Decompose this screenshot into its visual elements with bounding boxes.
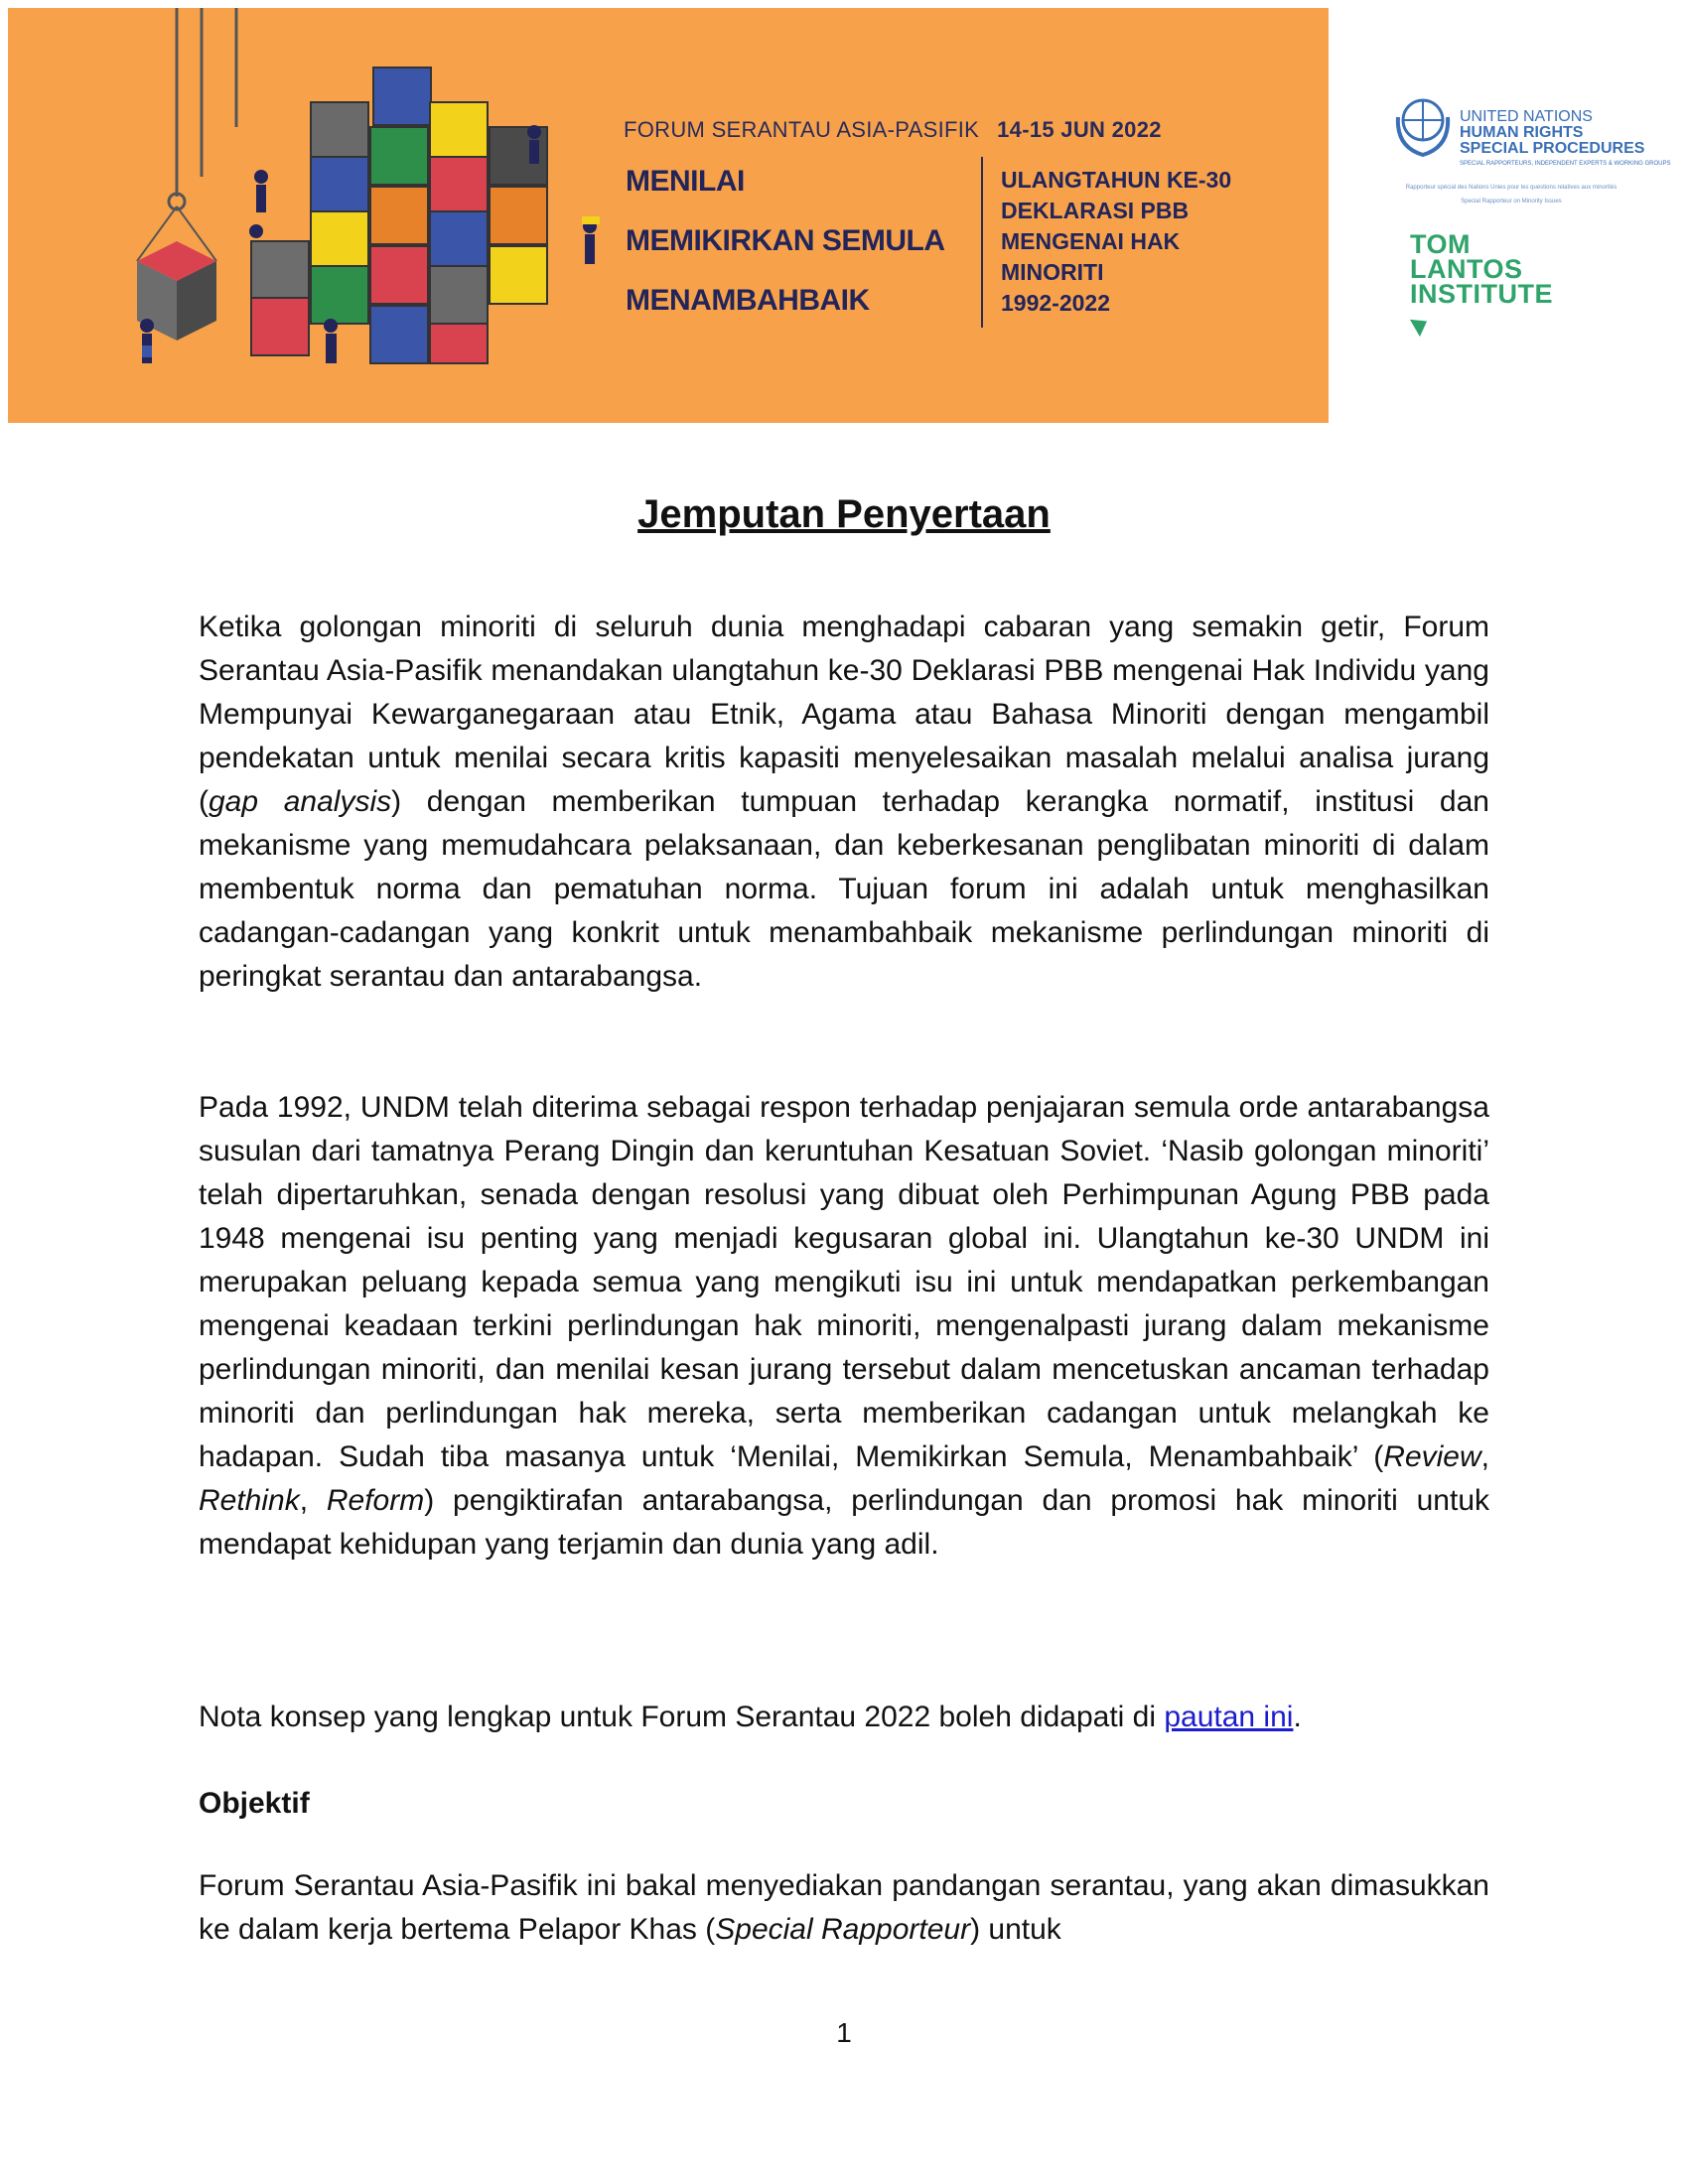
italic-term: Review bbox=[1383, 1440, 1481, 1473]
banner-divider bbox=[981, 157, 983, 328]
paragraph-concept-note bbox=[199, 1696, 1489, 1739]
verb-review: MENILAI bbox=[626, 165, 745, 198]
verb-reform: MENAMBAHBAIK bbox=[626, 284, 870, 317]
tom-logo-line: LANTOS bbox=[1410, 254, 1523, 284]
page-title: Jemputan Penyertaan bbox=[637, 492, 1051, 536]
text-run: Forum Serantau Asia-Pasifik ini bakal menyediakan pandangan serantau, yang akan dimasukkan ke dalam kerja bertema Pelapor Khas ( bbox=[199, 1869, 1489, 1946]
tom-lantos-institute-logo bbox=[1410, 229, 1553, 335]
tom-logo-line: INSTITUTE bbox=[1410, 279, 1553, 309]
anniversary-text bbox=[1001, 165, 1231, 319]
page-number: 1 bbox=[836, 2017, 852, 2048]
text-run: , bbox=[1480, 1440, 1489, 1473]
un-human-rights-logo bbox=[1388, 87, 1671, 226]
un-logo-subtitle: SPECIAL RAPPORTEURS, INDEPENDENT EXPERTS & WORKING GROUPS bbox=[1460, 161, 1671, 167]
text-run: . bbox=[1293, 1701, 1302, 1733]
italic-term: Special Rapporteur bbox=[715, 1913, 971, 1946]
text-run: , bbox=[299, 1484, 327, 1517]
anniversary-line: ULANGTAHUN KE-30 bbox=[1001, 167, 1232, 193]
un-caption-line: Rapporteur spécial des Nations Unies pour les questions relatives aux minorités bbox=[1405, 185, 1618, 191]
tom-logo-triangle-icon bbox=[1410, 313, 1432, 337]
verb-rethink: MEMIKIRKAN SEMULA bbox=[626, 224, 945, 257]
section-heading-objective: Objektif bbox=[199, 1787, 310, 1820]
anniversary-line: DEKLARASI PBB bbox=[1001, 198, 1190, 223]
forum-name: FORUM SERANTAU ASIA-PASIFIK bbox=[624, 117, 980, 142]
un-caption-line: Special Rapporteur on Minority Issues bbox=[1461, 199, 1562, 205]
forum-line bbox=[624, 117, 1162, 143]
un-emblem-icon bbox=[1388, 87, 1458, 162]
text-run: Pada 1992, UNDM telah diterima sebagai respon terhadap penjajaran semula orde antarabangsa susulan dari tamatnya Perang Dingin dan keruntuhan Kesatuan Soviet. ‘Nasib golongan minoriti’ telah dipertaruhkan, senada dengan resolusi yang dibuat oleh Perhimpunan Agung PBB pada 1948 mengenai isu penting yang menjadi kegusaran global ini. Ulangtahun ke-30 UNDM ini merupakan peluang kepada semua yang mengikuti isu ini untuk mendapatkan perkembangan mengenai keadaan terkini perlindungan hak minoriti, mengenalpasti jurang dalam mekanisme perlindungan minoriti, dan menilai kesan jurang tersebut dalam mencetuskan ancaman terhadap minoriti dan perlindungan hak mereka, serta memberikan cadangan untuk melangkah ke hadapan. Sudah tiba masanya untuk ‘Menilai, Memikirkan Semula, Menambahbaik’ ( bbox=[199, 1091, 1489, 1473]
italic-term: Rethink bbox=[199, 1484, 300, 1517]
rubiks-cube-illustration bbox=[8, 8, 624, 423]
forum-date: 14-15 JUN 2022 bbox=[997, 117, 1162, 142]
paragraph-objective bbox=[199, 1864, 1489, 1952]
anniversary-line: MINORITI bbox=[1001, 259, 1104, 285]
un-logo-caption bbox=[1362, 181, 1660, 208]
tom-logo-line: TOM bbox=[1410, 229, 1471, 259]
text-run: ) pengiktirafan antarabangsa, perlindungan dan promosi hak minoriti untuk mendapat kehidupan yang terjamin dan dunia yang adil. bbox=[199, 1484, 1489, 1561]
anniversary-line: MENGENAI HAK bbox=[1001, 228, 1181, 254]
text-run: Ketika golongan minoriti di seluruh dunia menghadapi cabaran yang semakin getir, Forum Serantau Asia-Pasifik menandakan ulangtahun ke-30 Deklarasi PBB mengenai Hak Individu yang Mempunyai Kewarganegaraan atau Etnik, Agama atau Bahasa Minoriti dengan mengambil pendekatan untuk menilai secara kritis kapasiti menyelesaikan masalah melalui analisa jurang ( bbox=[199, 611, 1489, 818]
un-logo-line: SPECIAL PROCEDURES bbox=[1460, 140, 1645, 157]
un-logo-text bbox=[1460, 109, 1644, 157]
text-run: ) dengan memberikan tumpuan terhadap kerangka normatif, institusi dan mekanisme yang memudahcara pelaksanaan, dan keberkesanan penglibatan minoriti di dalam membentuk norma dan pematuhan norma. Tujuan forum ini adalah untuk menghasilkan cadangan-cadangan yang konkrit untuk menambahbaik mekanisme perlindungan minoriti di peringkat serantau dan antarabangsa. bbox=[199, 785, 1489, 993]
un-logo-line: UNITED NATIONS bbox=[1460, 108, 1593, 125]
concept-note-link[interactable]: pautan ini bbox=[1164, 1701, 1294, 1733]
text-run: Nota konsep yang lengkap untuk Forum Serantau 2022 boleh didapati di bbox=[199, 1701, 1165, 1733]
event-banner bbox=[8, 8, 1329, 423]
text-run: ) untuk bbox=[970, 1913, 1061, 1946]
paragraph-background bbox=[199, 1086, 1489, 1567]
un-logo-line: HUMAN RIGHTS bbox=[1460, 124, 1584, 141]
italic-term: gap analysis bbox=[209, 785, 392, 818]
italic-term: Reform bbox=[326, 1484, 425, 1517]
anniversary-line: 1992-2022 bbox=[1001, 290, 1110, 316]
paragraph-intro bbox=[199, 606, 1489, 999]
